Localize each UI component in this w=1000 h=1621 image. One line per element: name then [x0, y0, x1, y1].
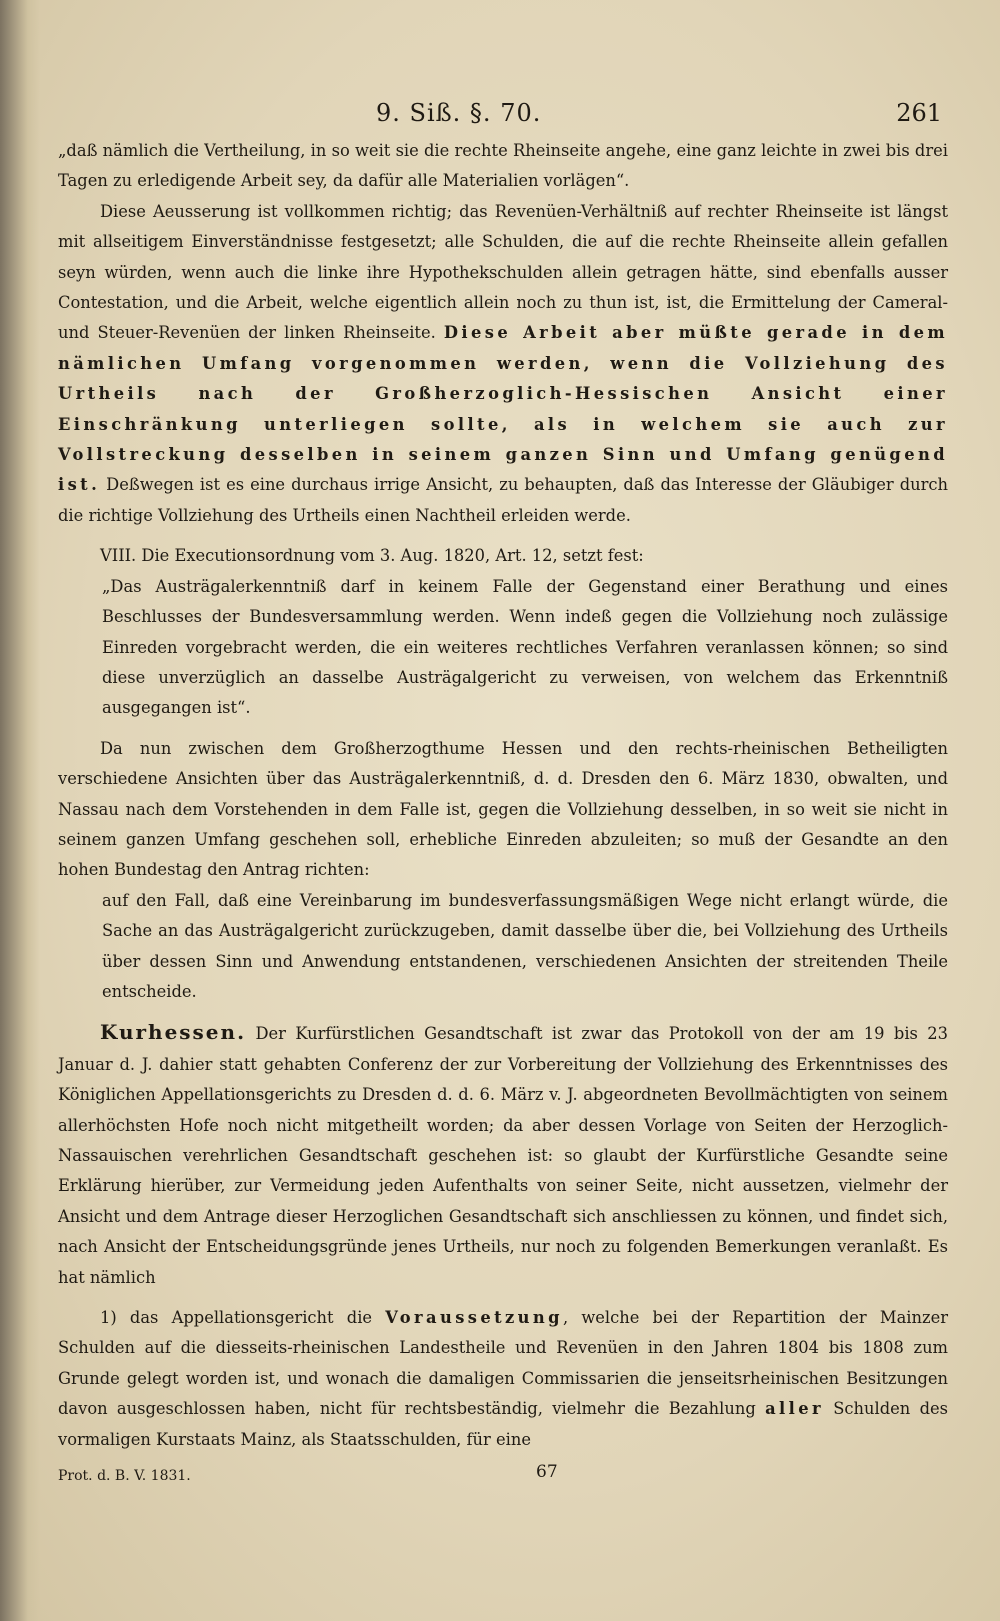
paragraph-section-viii: VIII. Die Executionsordnung vom 3. Aug. 1820, Art. 12, setzt fest: [100, 546, 644, 566]
signature-mark: 67 [536, 1462, 558, 1483]
source-reference: Prot. d. B. V. 1831. [58, 1468, 191, 1485]
spaced-emphasis: aller [765, 1399, 824, 1419]
text-run: Der Kurfürstlichen Gesandtschaft ist zwar das Protokoll von der am 19 bis 23 Januar d. J. dahier statt gehabten Conferenz der zur Vorbereitung der Vollziehung des Erkenntnisses des Königlichen Appellationsgerichts zu Dresden d. d. 6. März v. J. abgeordneten Bevollmächtigten von seinem allerhöchsten Hofe noch nicht mitgetheilt worden; da aber dessen Vorlage von Seiten der Herzoglich-Nassauischen verehrlichen Gesandtschaft geschehen ist: so glaubt der Kurfürstliche Gesandte seine Erklärung hierüber, zur Vermeidung jeden Aufenthalts von seiner Seite, nicht aussetzen, vielmehr der Ansicht und dem Antrage dieser Herzoglichen Gesandtschaft sich anschliessen zu können, und findet sich, nach Ansicht der Entscheidungsgründe jenes Urtheils, nur noch zu folgenden Bemerkungen veranlaßt. Es hat nämlich [58, 1024, 948, 1287]
paragraph-motion: Da nun zwischen dem Großherzogthume Hessen und den rechts-rheinischen Betheiligten verschiedene Ansichten über das Austrägalerkenntniß, d. d. Dresden den 6. März 1830, obwalten, und Nassau nach dem Vorstehenden in dem Falle ist, gegen die Vollziehung desselben, in so weit sie nicht in seinem ganzen Umfang geschehen soll, erhebliche Einreden abzuleiten; so muß der Gesandte an den hohen Bundestag den Antrag richten: [58, 738, 948, 880]
page-content [58, 96, 948, 1491]
page-header [58, 96, 948, 132]
motion-text: auf den Fall, daß eine Vereinbarung im bundesverfassungsmäßigen Wege nicht erlangt würde, die Sache an das Austrägalgericht zurückzugeben, damit dasselbe über die, bei Vollziehung des Urtheils über dessen Sinn und Anwendung entstandenen, verschiedenen Ansichten der streitenden Theile entscheide. [102, 890, 948, 1001]
text-run: 1) das Appellationsgericht die [100, 1308, 386, 1328]
paragraph-kurhessen [58, 1017, 948, 1293]
text-run: , welche bei der Repartition der Mainzer Schulden auf die diesseits-rheinischen Landestheile und Revenüen in den Jahren 1804 bis 1808 zum Grunde gelegt worden ist, und wonach die damaligen Commissarien die jenseitsrheinischen Besitzungen davon ausgeschlossen haben, nicht für rechtsbeständig, vielmehr die Bezahlung [58, 1308, 948, 1419]
paragraph-assessment [58, 197, 948, 531]
quoted-article-12: „Das Austrägalerkenntniß darf in keinem Falle der Gegenstand einer Berathung und eines Beschlusses der Bundesversammlung werden. Wenn indeß gegen die Vollziehung noch zulässige Einreden vorgebracht werden, die ein weiteres rechtliches Verfahren veranlassen können; so sind diese unverzüglich an dasselbe Austrägalgericht zu verweisen, von welchem das Erkenntniß ausgegangen ist“. [102, 576, 948, 718]
spaced-emphasis: Diese Arbeit aber müßte gerade in dem nämlichen Umfang vorgenommen werden, wenn die Vollziehung des Urtheils nach der Großherzoglich-Hessischen Ansicht einer Einschränkung unterliegen sollte, als in welchem sie auch zur Vollstreckung desselben in seinem ganzen Sinn und Umfang genügend ist. [58, 323, 948, 495]
text-run: Deßwegen ist es eine durchaus irrige Ansicht, zu behaupten, daß das Interesse der Gläubiger durch die richtige Vollziehung des Urtheils einen Nachtheil erleiden werde. [58, 475, 948, 525]
text-run: Schulden des vormaligen Kurstaats Mainz, als Staatsschulden, für eine [58, 1399, 949, 1449]
page-footer [58, 1461, 948, 1491]
spaced-emphasis: Voraussetzung [385, 1308, 563, 1328]
page-number: 261 [896, 99, 942, 127]
running-title: 9. Siß. §. 70. [376, 99, 542, 127]
paragraph-intro-quote: „daß nämlich die Vertheilung, in so weit sie die rechte Rheinseite angehe, eine ganz leichte in zwei bis drei Tagen zu erledigende Arbeit sey, da dafür alle Materialien vorlägen“. [58, 141, 948, 191]
section-heading-kurhessen: Kurhessen. [100, 1020, 247, 1045]
paragraph-point-1 [58, 1303, 948, 1455]
body-text [58, 136, 948, 1455]
text-run: Diese Aeusserung ist vollkommen richtig; das Revenüen-Verhältniß auf rechter Rheinseite ist längst mit allseitigem Einverständnisse festgesetzt; alle Schulden, die auf die rechte Rheinseite allein gefallen seyn würden, wenn auch die linke ihre Hypothekschulden allein getragen hätte, sind ebenfalls ausser Contestation, und die Arbeit, welche eigentlich allein noch zu thun ist, ist, die Ermittelung der Cameral- und Steuer-Revenüen der linken Rheinseite. [58, 201, 948, 343]
binding-shadow [0, 0, 40, 1621]
